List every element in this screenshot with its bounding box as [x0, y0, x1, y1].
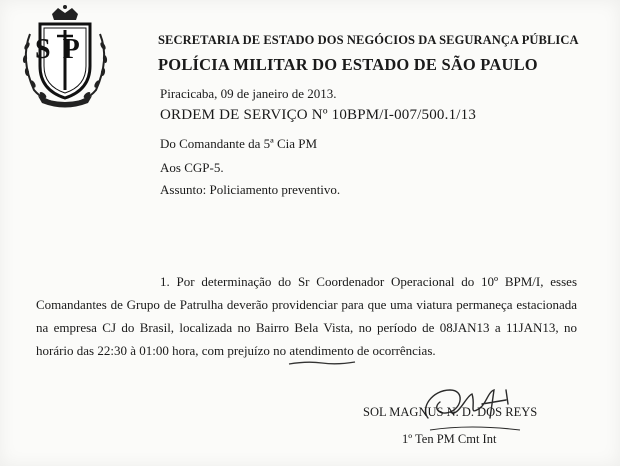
to-line: Aos CGP-5. — [160, 160, 224, 175]
signatory-rank: 1º Ten PM Cmt Int — [402, 432, 497, 446]
subject-line: Assunto: Policiamento preventivo. — [160, 182, 341, 197]
policia-militar-heading: POLÍCIA MILITAR DO ESTADO DE SÃO PAULO — [158, 55, 538, 74]
from-line: Do Comandante da 5ª Cia PM — [160, 136, 318, 151]
order-title: ORDEM DE SERVIÇO Nº 10BPM/I-007/500.1/13 — [160, 107, 477, 123]
seal-letters: SP — [35, 34, 92, 65]
body-text — [36, 270, 577, 362]
body-paragraph: 1. Por determinação do Sr Coordenador Operacional do 10º BPM/I, esses Comandantes de Grupo de Patrulha deverão providenciar para que uma viatura permaneça estacionada na empresa CJ do Brasil, localizada no Bairro Bela Vista, no período de 08JAN13 a 11JAN13, no horário das 22:30 à 01:00 hora, com prejuízo no atendimento de ocorrências. — [36, 274, 577, 358]
handwritten-underline — [287, 359, 357, 367]
secretaria-heading: SECRETARIA DE ESTADO DOS NEGÓCIOS DA SEGURANÇA PÚBLICA — [158, 33, 579, 47]
signatory-name: SOL MAGNUS N. D. DOS REYS — [363, 405, 538, 419]
date-line: Piracicaba, 09 de janeiro de 2013. — [160, 86, 337, 101]
